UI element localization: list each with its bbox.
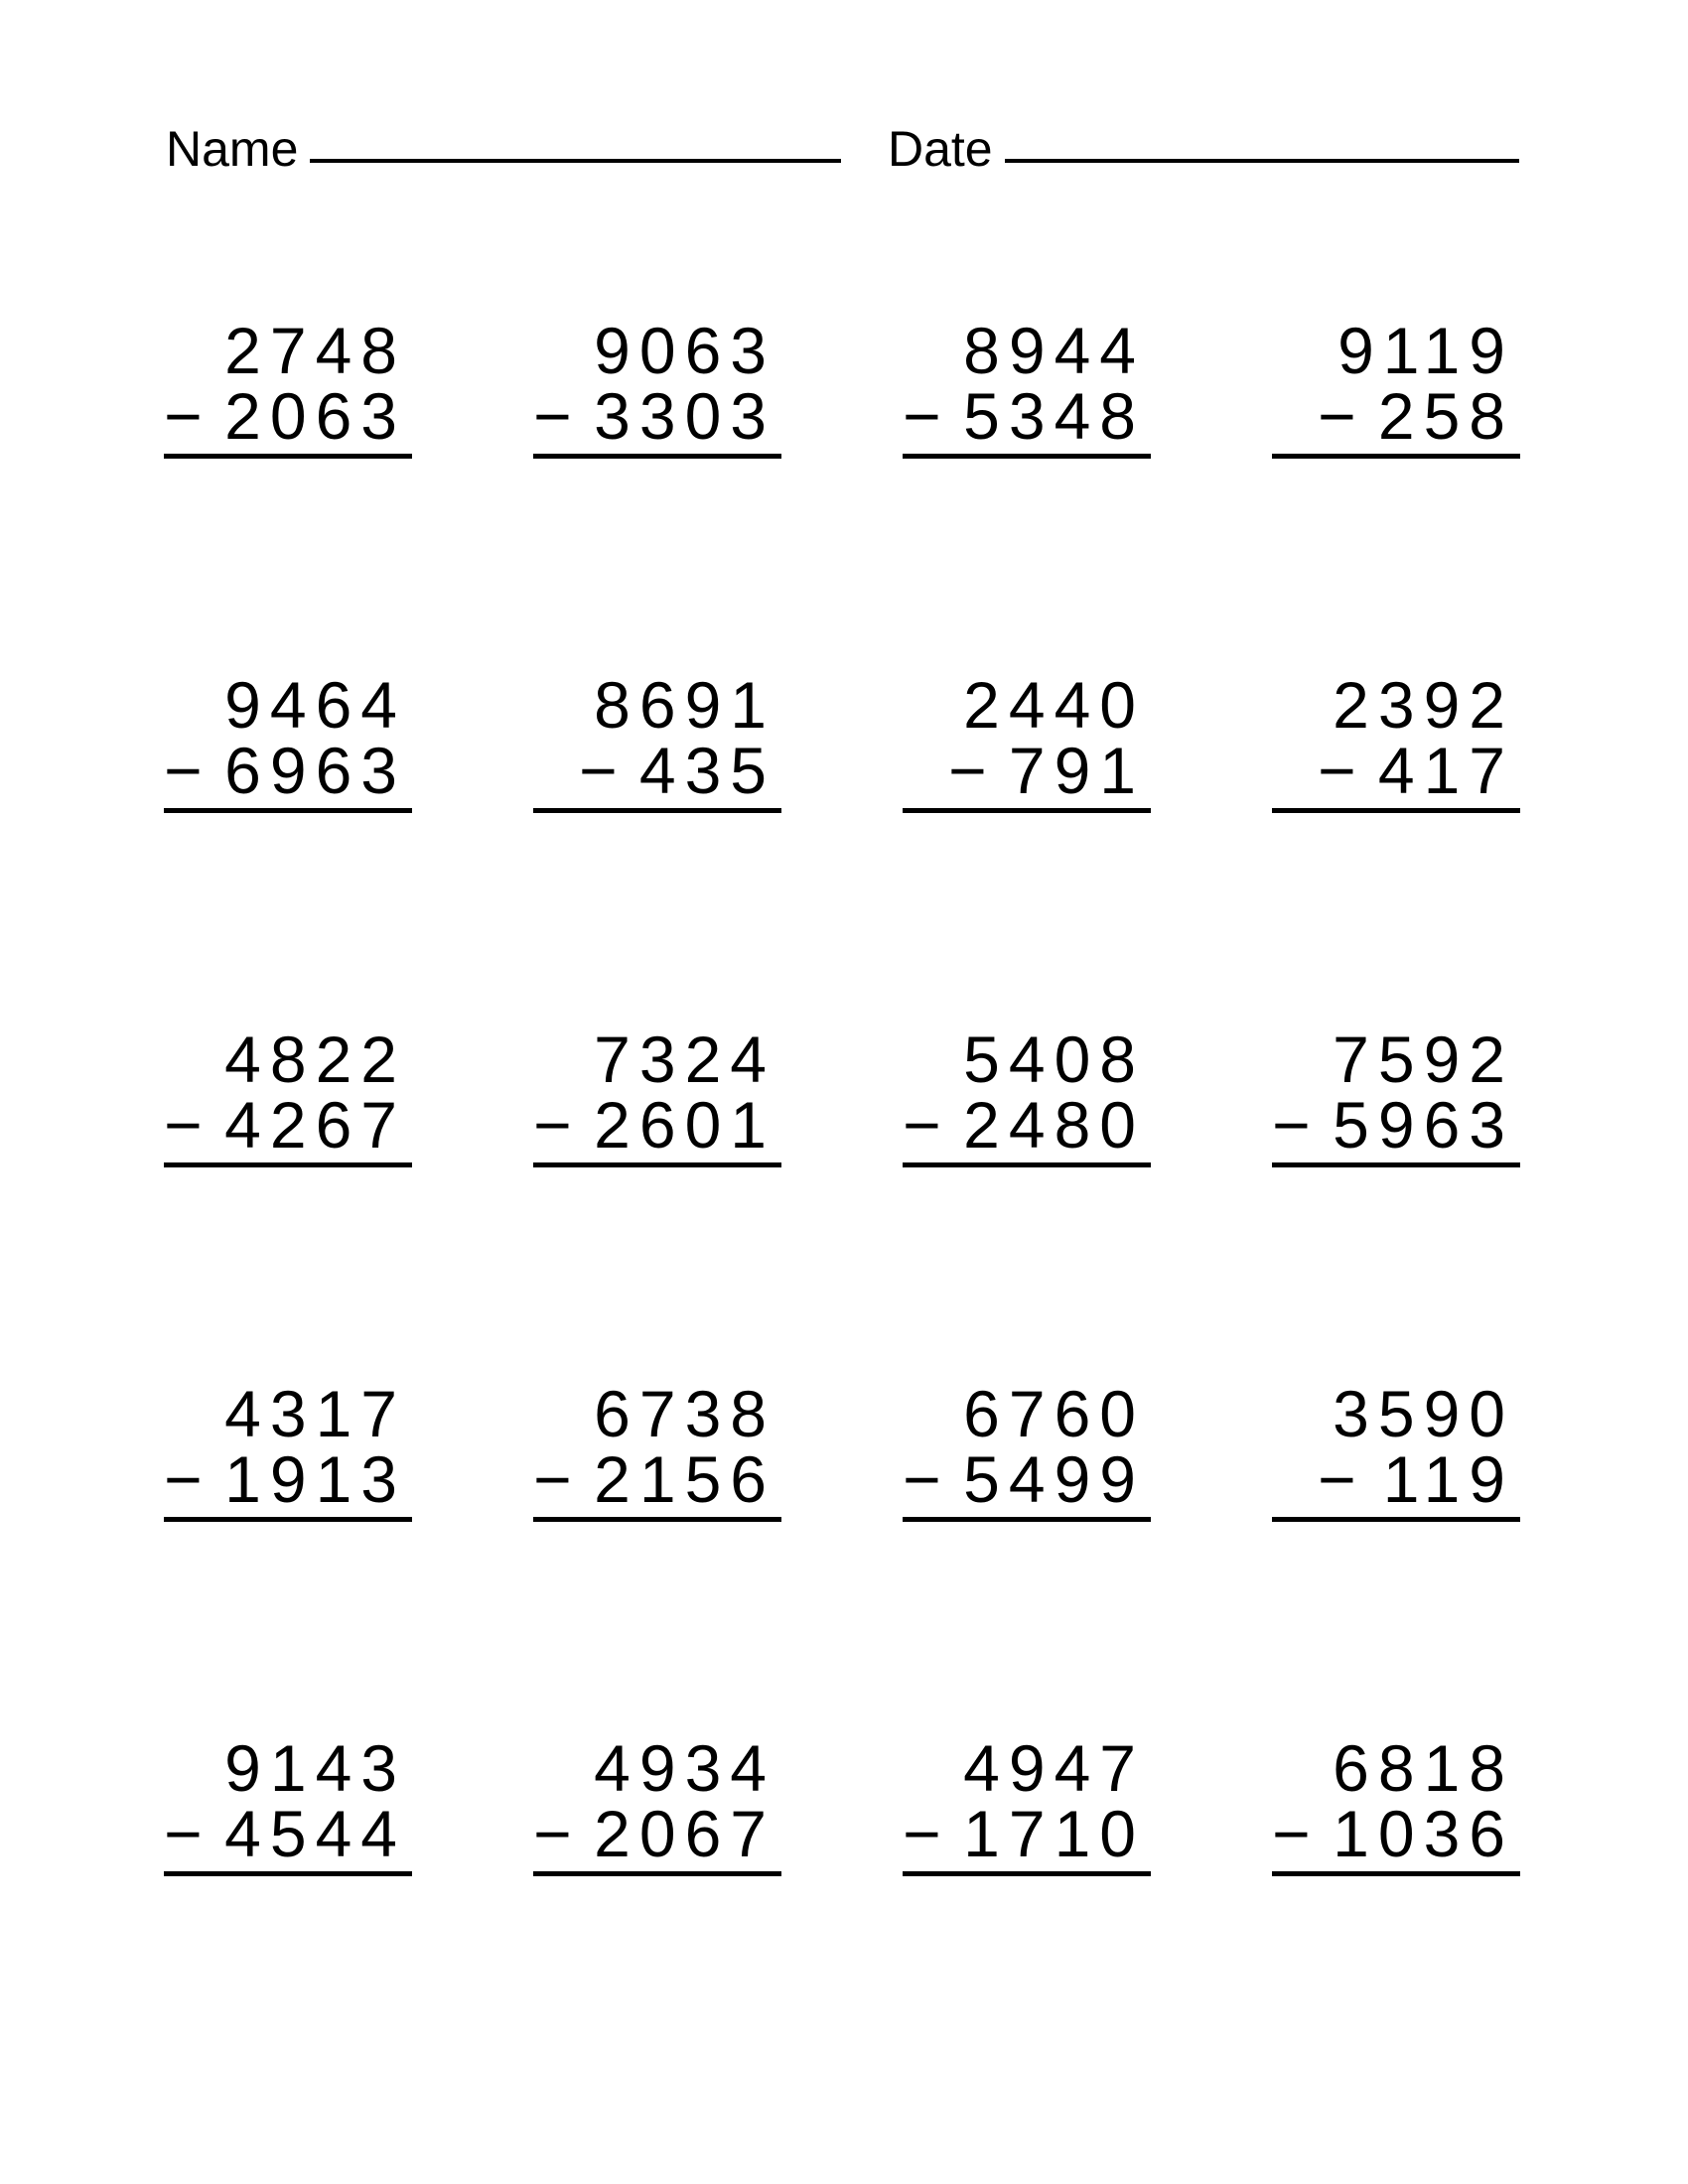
minus-sign: − xyxy=(1272,1088,1311,1161)
minuend: 9119 xyxy=(1337,314,1514,387)
minus-sign: − xyxy=(1272,1797,1311,1870)
minuend: 8944 xyxy=(963,314,1145,387)
answer-line[interactable] xyxy=(1272,454,1520,459)
minus-sign: − xyxy=(164,1797,203,1870)
minus-sign: − xyxy=(903,1442,941,1516)
subtraction-problem xyxy=(164,1731,412,1874)
minuend: 7324 xyxy=(594,1023,775,1096)
minus-sign: − xyxy=(1318,379,1356,453)
minus-sign: − xyxy=(533,379,572,453)
subtraction-problem xyxy=(1272,668,1520,811)
answer-line[interactable] xyxy=(533,808,781,813)
subtraction-problem xyxy=(1272,1377,1520,1520)
subtraction-problem xyxy=(164,668,412,811)
subtraction-problem xyxy=(903,314,1151,457)
subtrahend: 2480 xyxy=(963,1088,1145,1161)
name-field-line[interactable] xyxy=(310,159,841,163)
subtrahend: 2067 xyxy=(594,1797,775,1870)
subtrahend: 6963 xyxy=(224,734,406,807)
subtrahend: 5963 xyxy=(1333,1088,1514,1161)
date-label: Date xyxy=(888,121,993,177)
subtraction-problem xyxy=(164,314,412,457)
subtrahend: 791 xyxy=(1008,734,1145,807)
subtrahend: 1036 xyxy=(1333,1797,1514,1870)
minus-sign: − xyxy=(579,734,618,807)
minuend: 2440 xyxy=(963,668,1145,742)
answer-line[interactable] xyxy=(164,1517,412,1522)
answer-line[interactable] xyxy=(1272,808,1520,813)
minuend: 9464 xyxy=(224,668,406,742)
answer-line[interactable] xyxy=(903,808,1151,813)
minus-sign: − xyxy=(533,1442,572,1516)
answer-line[interactable] xyxy=(164,1162,412,1167)
subtraction-problem xyxy=(533,1023,781,1165)
minuend: 9143 xyxy=(224,1731,406,1805)
subtraction-problem xyxy=(903,1023,1151,1165)
minus-sign: − xyxy=(164,379,203,453)
name-label: Name xyxy=(166,121,299,177)
answer-line[interactable] xyxy=(164,808,412,813)
subtrahend: 1710 xyxy=(963,1797,1145,1870)
subtraction-problem xyxy=(903,1731,1151,1874)
subtraction-problem xyxy=(533,314,781,457)
subtrahend: 2156 xyxy=(594,1442,775,1516)
subtraction-problem xyxy=(1272,314,1520,457)
minuend: 6760 xyxy=(963,1377,1145,1450)
answer-line[interactable] xyxy=(1272,1871,1520,1876)
minus-sign: − xyxy=(903,1797,941,1870)
minus-sign: − xyxy=(1318,734,1356,807)
subtraction-problem xyxy=(1272,1023,1520,1165)
minuend: 4317 xyxy=(224,1377,406,1450)
date-field-line[interactable] xyxy=(1005,159,1519,163)
minuend: 5408 xyxy=(963,1023,1145,1096)
subtrahend: 4267 xyxy=(224,1088,406,1161)
minus-sign: − xyxy=(164,1088,203,1161)
subtrahend: 2601 xyxy=(594,1088,775,1161)
answer-line[interactable] xyxy=(903,1871,1151,1876)
subtraction-problem xyxy=(533,668,781,811)
subtrahend: 258 xyxy=(1377,379,1514,453)
subtraction-problem xyxy=(164,1023,412,1165)
subtrahend: 5348 xyxy=(963,379,1145,453)
subtraction-problem xyxy=(164,1377,412,1520)
subtrahend: 119 xyxy=(1382,1442,1514,1516)
answer-line[interactable] xyxy=(1272,1517,1520,1522)
minuend: 2748 xyxy=(224,314,406,387)
minuend: 7592 xyxy=(1333,1023,1514,1096)
minus-sign: − xyxy=(533,1797,572,1870)
minuend: 4934 xyxy=(594,1731,775,1805)
minus-sign: − xyxy=(903,379,941,453)
answer-line[interactable] xyxy=(1272,1162,1520,1167)
answer-line[interactable] xyxy=(903,454,1151,459)
subtrahend: 5499 xyxy=(963,1442,1145,1516)
subtraction-problem xyxy=(903,1377,1151,1520)
minuend: 9063 xyxy=(594,314,775,387)
subtrahend: 417 xyxy=(1377,734,1514,807)
minus-sign: − xyxy=(533,1088,572,1161)
minuend: 2392 xyxy=(1333,668,1514,742)
subtrahend: 435 xyxy=(638,734,775,807)
answer-line[interactable] xyxy=(903,1517,1151,1522)
answer-line[interactable] xyxy=(903,1162,1151,1167)
answer-line[interactable] xyxy=(533,1517,781,1522)
minus-sign: − xyxy=(1318,1442,1356,1516)
answer-line[interactable] xyxy=(164,1871,412,1876)
answer-line[interactable] xyxy=(533,1162,781,1167)
minus-sign: − xyxy=(948,734,987,807)
subtrahend: 1913 xyxy=(224,1442,406,1516)
minuend: 8691 xyxy=(594,668,775,742)
minuend: 4822 xyxy=(224,1023,406,1096)
minuend: 3590 xyxy=(1333,1377,1514,1450)
subtrahend: 2063 xyxy=(224,379,406,453)
minus-sign: − xyxy=(903,1088,941,1161)
answer-line[interactable] xyxy=(533,454,781,459)
answer-line[interactable] xyxy=(533,1871,781,1876)
subtrahend: 3303 xyxy=(594,379,775,453)
minus-sign: − xyxy=(164,734,203,807)
subtraction-problem xyxy=(533,1377,781,1520)
minuend: 4947 xyxy=(963,1731,1145,1805)
subtrahend: 4544 xyxy=(224,1797,406,1870)
subtraction-problem xyxy=(1272,1731,1520,1874)
minus-sign: − xyxy=(164,1442,203,1516)
answer-line[interactable] xyxy=(164,454,412,459)
minuend: 6738 xyxy=(594,1377,775,1450)
minuend: 6818 xyxy=(1333,1731,1514,1805)
subtraction-problem xyxy=(533,1731,781,1874)
subtraction-problem xyxy=(903,668,1151,811)
